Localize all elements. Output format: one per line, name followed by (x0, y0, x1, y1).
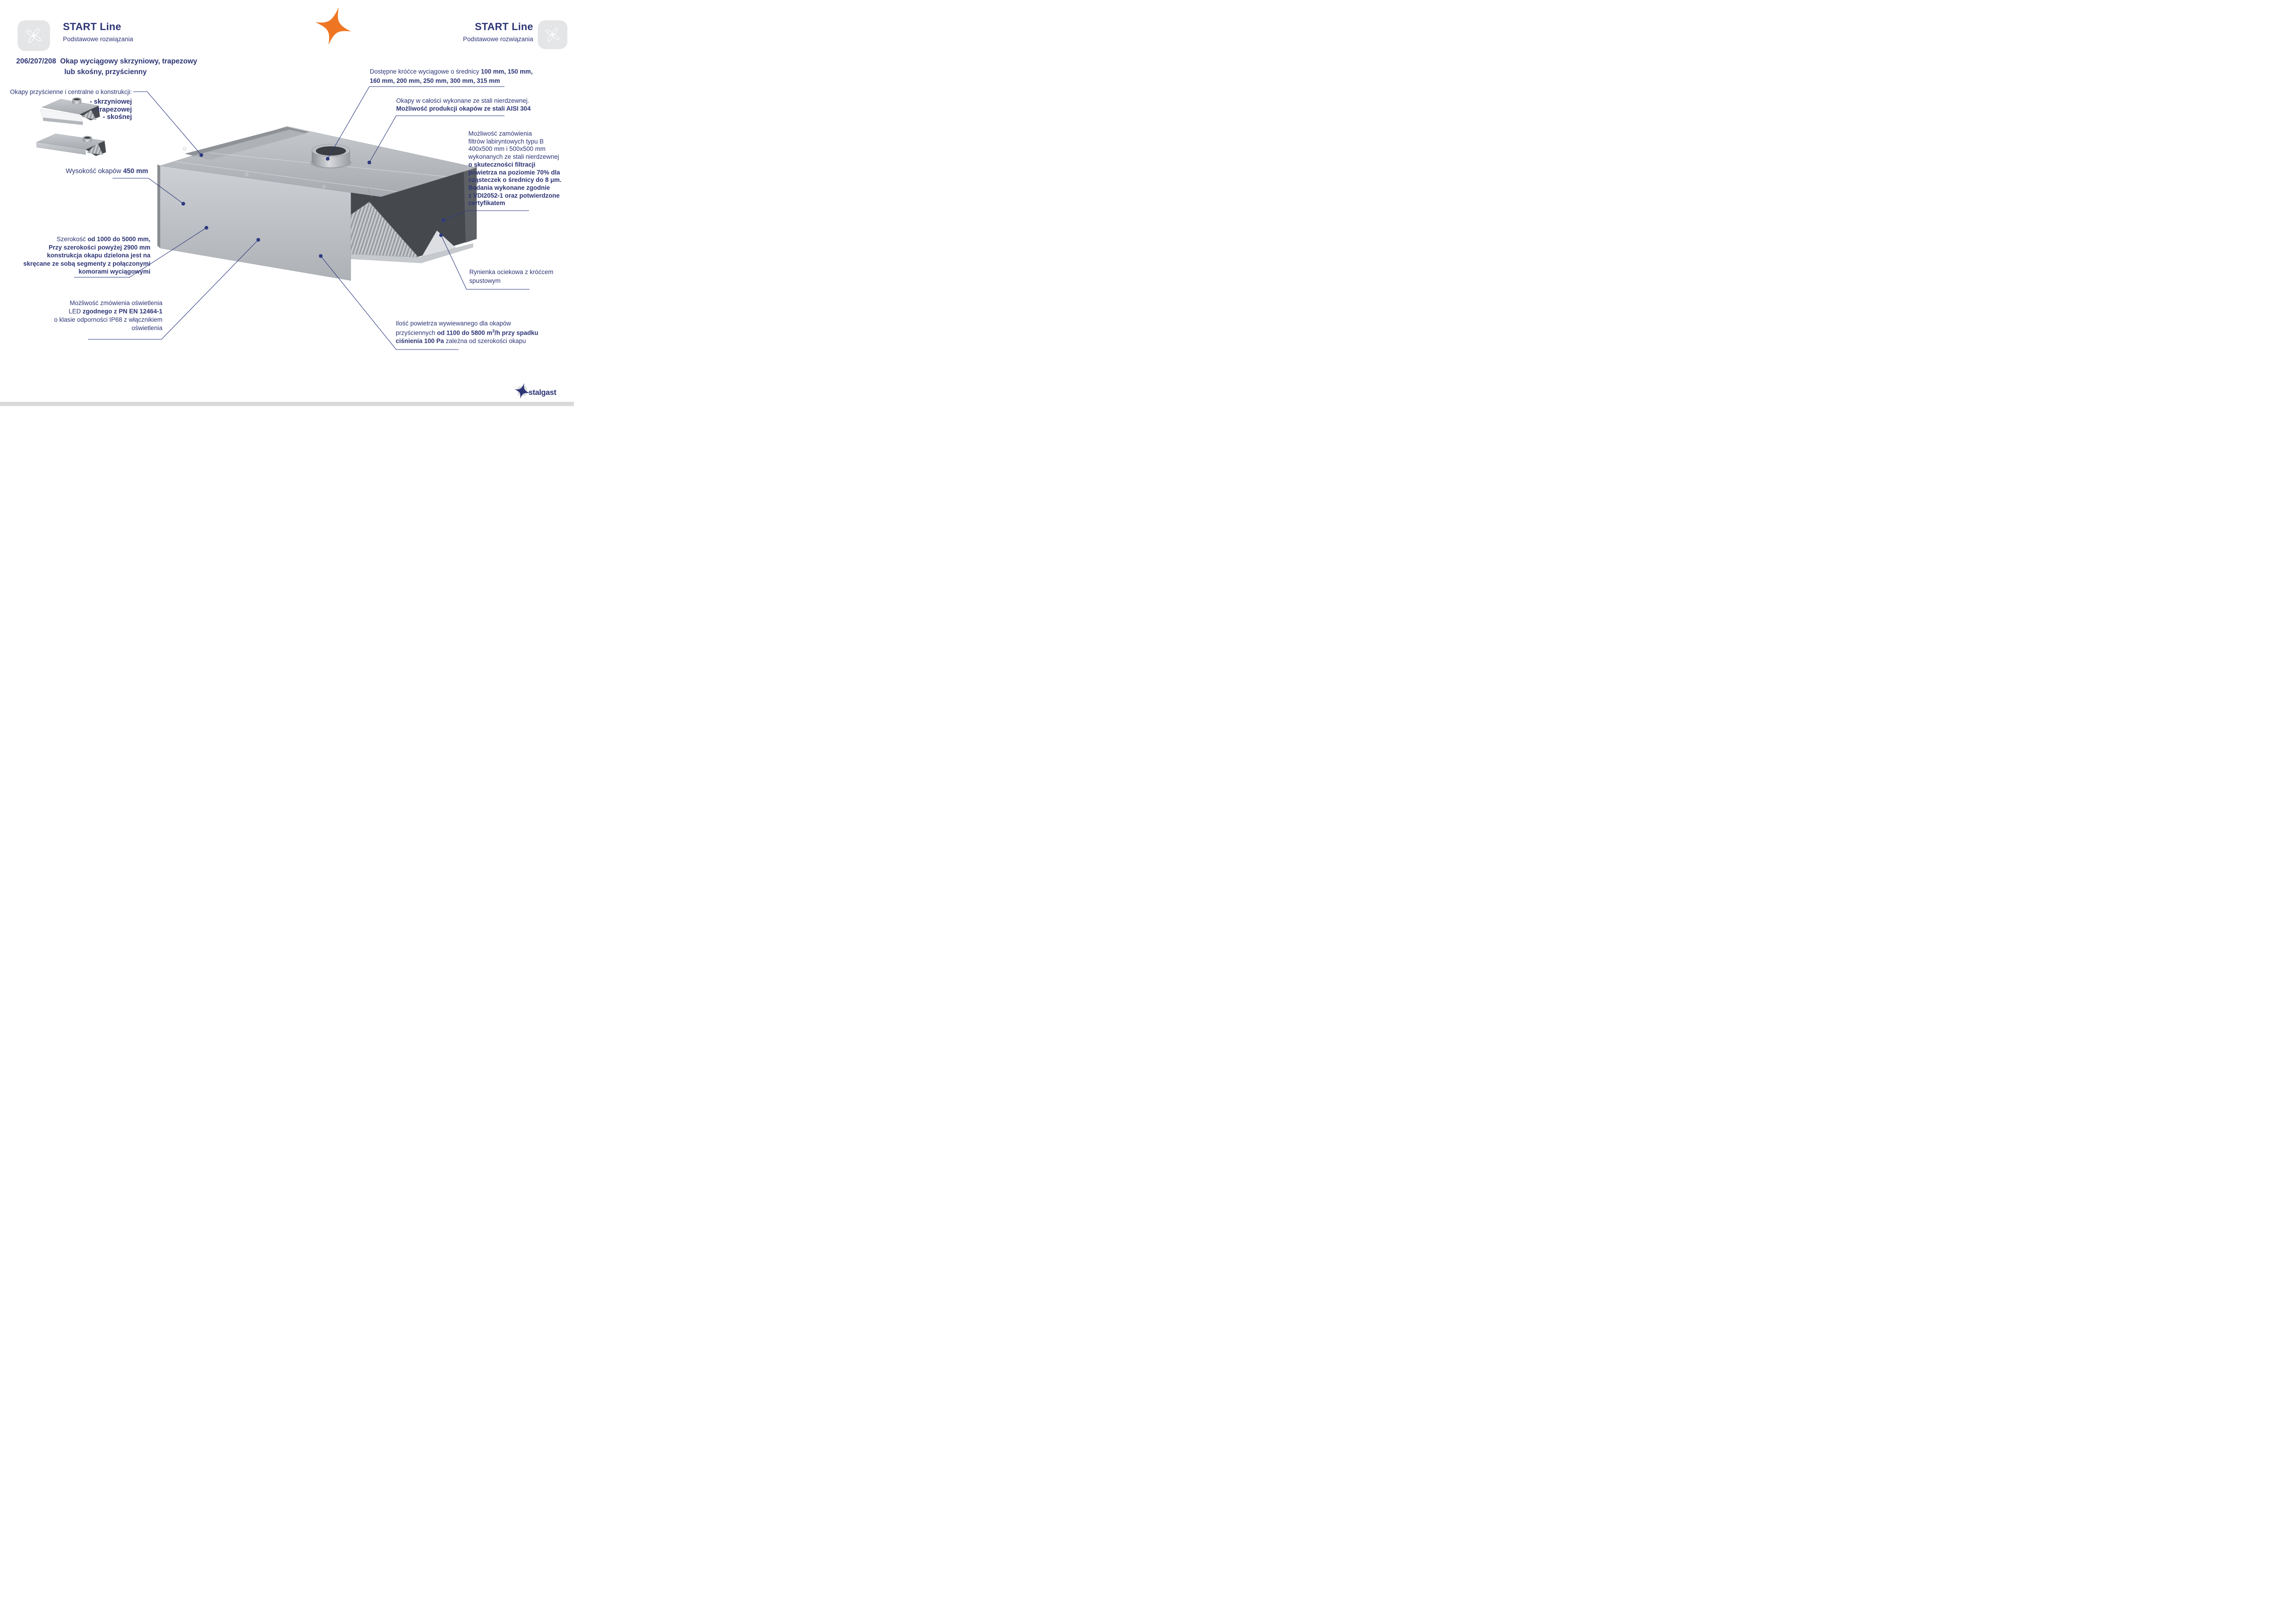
footer-bar (0, 402, 574, 406)
height-note-value: 450 mm (123, 168, 148, 175)
page-title-right: START Line (474, 21, 533, 32)
main-hood-drawing (157, 126, 477, 281)
airflow-note-range: od 1100 do 5800 m (437, 329, 492, 337)
callout-dot-steel (367, 161, 371, 164)
airflow-note-label: przyściennych (396, 329, 437, 337)
gutter-note (469, 268, 554, 285)
filter-note-line: wykonanych ze stali nierdzewnej (468, 153, 559, 161)
ports-note-sizes: 100 mm, 150 mm, (481, 68, 533, 75)
sh2-collar-hole (84, 137, 91, 138)
width-note-range: od 1000 do 5000 mm, (87, 236, 150, 243)
footer-brand-name: stalgast (529, 388, 556, 397)
led-note-line: o klasie odporności IP68 z włącznikiem (54, 316, 162, 323)
product-title-line1: Okap wyciągowy skrzyniowy, trapezowy (60, 57, 198, 65)
width-note-label: Szerokość (56, 236, 88, 243)
callout-dot-height (181, 202, 185, 206)
duct-collar-hole (316, 146, 346, 156)
steel-note (396, 97, 531, 112)
led-note-standard: zgodnego z PN EN 12464-1 (82, 308, 162, 315)
steel-note-line: Okapy w całości wykonane ze stali nierdzewnej. (396, 97, 529, 104)
page-title-left: START Line (63, 21, 122, 32)
filter-note (468, 130, 561, 207)
callout-dot-construction (199, 153, 203, 157)
small-hood-box-drawing (37, 134, 106, 156)
width-note (23, 235, 150, 276)
led-note-line: Możliwość zmówienia oświetlenia (69, 300, 162, 306)
callout-dot-gutter (439, 233, 443, 237)
construction-intro: Okapy przyścienne i centralne o konstrukcji: (10, 88, 132, 95)
filter-note-line: filtrów labiryntowych typu B (468, 137, 544, 145)
callout-dot-airflow (319, 254, 323, 258)
width-note-line: komorami wyciągowymi (78, 268, 150, 275)
callout-dot-filters (442, 219, 445, 222)
led-note (54, 299, 162, 332)
product-code: 206/207/208 (16, 57, 56, 65)
hood-left-edge (157, 164, 160, 248)
filter-note-line: o skuteczności filtracji (468, 161, 535, 168)
airflow-note-sup: 3 (492, 329, 495, 334)
filter-note-line: powietrza na poziomie 70% dla (468, 169, 560, 176)
width-note-line: konstrukcja okapu dzielona jest na (47, 252, 150, 259)
airflow-note-range: /h przy spadku (494, 329, 539, 337)
construction-note (10, 88, 132, 121)
led-note-line: oświetlenia (131, 325, 162, 331)
page-subtitle-right: Podstawowe rozwiązania (463, 36, 533, 43)
filter-note-line: z VDI2052-1 oraz potwierdzone (468, 192, 560, 199)
construction-item: - skrzyniowej (89, 98, 132, 106)
catalog-page (0, 0, 574, 406)
airflow-note-pressure: ciśnienia 100 Pa (396, 337, 446, 345)
airflow-note-line: Ilość powietrza wywiewanego dla okapów (396, 320, 511, 327)
width-note-line: skręcane ze sobą segmenty z połączonymi (23, 260, 150, 267)
filter-note-line: certyfikatem (468, 200, 505, 207)
callout-dot-led (256, 238, 260, 242)
callout-dot-ports (326, 157, 330, 161)
filter-note-line: cząsteczek o średnicy do 8 μm. (468, 176, 562, 184)
led-note-label: LED (68, 308, 83, 315)
airflow-note-tail: zależna od szerokości okapu (446, 337, 526, 345)
height-note (66, 168, 148, 175)
width-note-line: Przy szerokości powyżej 2900 mm (49, 244, 150, 251)
height-note-text: Wysokość okapów (66, 168, 123, 175)
filter-note-line: Badania wykonane zgodnie (468, 184, 550, 191)
ports-note-label: Dostępne króćce wyciągowe o średnicy (370, 68, 481, 75)
construction-item: - skośnej (103, 113, 132, 121)
filter-note-line: 400x500 mm i 500x500 mm (468, 145, 546, 153)
gutter-note-line: spustowym (469, 277, 501, 284)
filter-note-line: Możliwość zamówienia (468, 130, 532, 137)
ports-note (370, 67, 533, 86)
steel-note-aisi: Możliwość produkcji okapów ze stali AISI 304 (396, 105, 531, 112)
footer-brand (513, 383, 564, 402)
ports-note-sizes: 160 mm, 200 mm, 250 mm, 300 mm, 315 mm (370, 77, 500, 84)
gutter-note-line: Rynienka ociekowa z króćcem (469, 269, 554, 275)
product-title-line2: lub skośny, przyścienny (64, 68, 147, 76)
leader-construction (133, 92, 201, 155)
callout-dot-width (205, 226, 208, 230)
airflow-note (396, 319, 538, 345)
construction-item: - trapezowej (93, 106, 132, 113)
page-subtitle-left: Podstawowe rozwiązania (63, 36, 133, 43)
